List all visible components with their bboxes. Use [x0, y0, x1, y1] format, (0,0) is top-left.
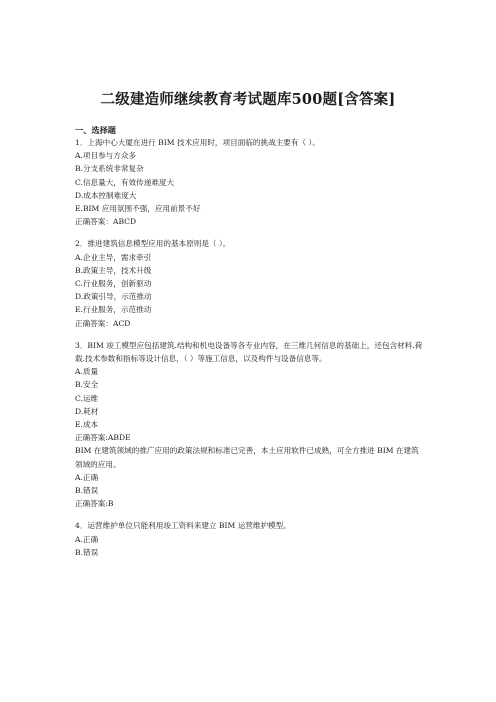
section-heading: 一、选择题 [75, 125, 116, 135]
question-option: B.错误 [75, 486, 99, 496]
question-option: C.信息量大，有效传递难度大 [75, 177, 175, 187]
question-option: C.运维 [75, 393, 99, 403]
question-option: A.企业主导，需求牵引 [75, 252, 152, 262]
question-option: B.分支系统非常复杂 [75, 164, 144, 174]
question-option: B.错误 [75, 547, 99, 557]
question-block [75, 136, 425, 228]
question-answer: 正确答案：ABCD [75, 217, 137, 227]
question-answer: 正确答案:ABDE [75, 433, 131, 443]
question-stem: 2．推进建筑信息模型应用的基本原则是（ ）。 [75, 239, 231, 249]
question-option: E.行业服务，示范推动 [75, 305, 152, 315]
question-option: A.质量 [75, 367, 99, 377]
question-option: D.耗材 [75, 406, 99, 416]
question-option: A.正确 [75, 472, 99, 482]
question-block [75, 339, 425, 445]
question-option: B.政策主导，技术升级 [75, 265, 152, 275]
question-block [75, 237, 425, 329]
question-stem: 3．BIM 竣工模型应包括建筑.结构和机电设备等各专业内容，在三维几何信息的基础上，还包含材料.荷载.技术参数和指标等设计信息，（ ）等施工信息，以及构件与设备信息等。 [75, 340, 423, 364]
question-option: C.行业服务，创新驱动 [75, 279, 152, 289]
question-stem: 4．运营维护单位只能利用竣工资料来建立 BIM 运营维护模型。 [75, 521, 291, 531]
question-option: A.正确 [75, 534, 99, 544]
question-stem: BIM 在建筑领域的推广应用的政策法规和标准已完善，本土应用软件已成熟，可全方推进 BIM 在建筑领域的应用。 [75, 446, 419, 469]
question-option: D.政策引导，示范推动 [75, 292, 152, 302]
question-block [75, 444, 425, 510]
question-option: D.成本控制难度大 [75, 190, 137, 200]
question-option: E.成本 [75, 420, 99, 430]
question-option: B.安全 [75, 380, 99, 390]
question-stem: 1．上海中心大厦在进行 BIM 技术应用时，项目面临的挑战主要有（ ）。 [75, 138, 320, 147]
document-body [75, 124, 425, 559]
question-answer: 正确答案：ACD [75, 318, 131, 328]
document-title: 二级建造师继续教育考试题库500题[含答案] [100, 91, 396, 108]
question-answer: 正确答案:B [75, 499, 114, 509]
question-option: E.BIM 应用氛围不强，应用前景不好 [75, 204, 201, 214]
question-option: A.项目参与方众多 [75, 151, 137, 161]
question-block [75, 519, 425, 559]
